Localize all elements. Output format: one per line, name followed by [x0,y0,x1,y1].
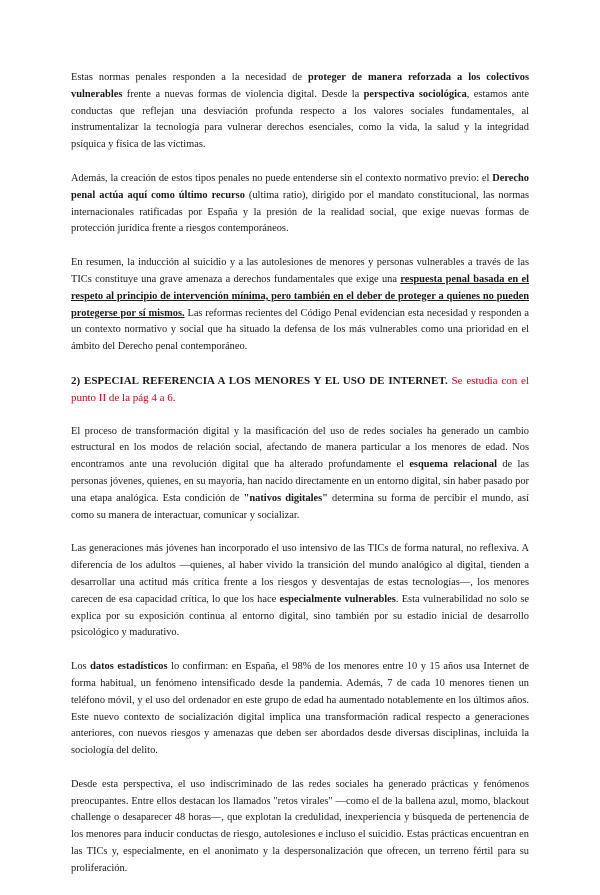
text-run: Las generaciones más jóvenes han incorporado el uso intensivo de las TICs de forma natural, no reflexiva. A diferencia de los adultos —quienes, al haber vivido la transición del mundo analógico al digital, tienden a desarrollar una actitud más crítica frente a los riesgos y desventajas de estas tecnologías—, los menores carecen de esa capacidad crítica, lo que los hace [71,543,529,605]
text-run: frente a nuevas formas de violencia digital. Desde la [122,88,364,100]
text-run: de las personas jóvenes, quienes, en su mayoría, han nacido directamente en un entorno digital, sin haber pasado por una etapa analógica. Esta condición de [71,459,530,504]
bold-phrase: proteger de manera reforzada a los colectivos vulnerables [71,72,529,100]
text-run: Los [71,661,91,673]
section-title: 2) ESPECIAL REFERENCIA A LOS MENORES Y EL USO DE INTERNET. [71,374,448,387]
bold-phrase: especialmente vulnerables [279,593,396,605]
paragraph-transformacion-digital [71,424,529,525]
bold-phrase: datos estadísticos [90,661,168,673]
paragraph-resumen [71,255,529,356]
bold-phrase: Derecho penal actúa aquí como último recurso [71,172,529,201]
bold-phrase: "nativos digitales" [243,492,328,504]
bold-phrase: perspectiva sociológica [363,88,467,100]
text-run: (ultima ratio), dirigido por el mandato constitucional, las normas internacionales ratificadas por España y la presión de la realidad social, que exige nuevas formas de protección jurídica frente a riesgos contemporáneos. [71,189,529,235]
text-run: El proceso de transformación digital y la masificación del uso de redes sociales ha generado un cambio estructural en los modos de relación social, afectando de manera particular a los menores de edad. Nos encontramos ante una revolución digital que ha alterado profundamente el [71,425,529,471]
document-page [71,70,529,895]
text-run: Estas normas penales responden a la necesidad de [71,72,308,83]
paragraph-datos-estadisticos [71,659,529,760]
text-run: . Esta vulnerabilidad no solo se explica por su exposición continua al entorno digital, sino también por su estadio inicial de desarrollo psicológico y madurativo. [71,593,530,639]
text-run: En resumen, la inducción al suicidio y a las autolesiones de menores y personas vulnerables a través de las TICs constituye una grave amenaza a derechos fundamentales que exige una [71,257,529,285]
paragraph-derecho-penal [71,171,529,238]
text-run: lo confirman: en España, el 98% de los menores entre 10 y 15 años usa Internet de forma habitual, un fenómeno intensificado desde la pandemia. Además, 7 de cada 10 menores tienen un teléfono móvil, y el uso del ordenador en este grupo de edad ha aumentado notablemente en los últimos años. Este nuevo contexto de socialización digital implica una transformación radical respecto a generaciones anteriores, con nuevos riesgos y amenazas que deben ser abordados desde diversas disciplinas, incluida la sociología del delito. [71,661,530,757]
text-run: Además, la creación de estos tipos penales no puede entenderse sin el contexto normativo previo: el [71,172,493,184]
bold-underlined-phrase: respuesta penal basada en el respeto al principio de intervención mínima, pero también en el deber de proteger a quienes no pueden protegerse por sí mismos. [71,273,529,319]
text-run: Las reformas recientes del Código Penal evidencian esta necesidad y responden a un contexto normativo y social que ha situado la defensa de los más vulnerables como una prioridad en el ámbito del Derecho penal contemporáneo. [71,307,529,353]
paragraph-generaciones-jovenes [71,541,529,642]
section-note: Se estudia con el punto II de la pág 4 a 6. [71,374,529,404]
paragraph-colectivos-vulnerables [71,70,529,154]
bold-phrase: esquema relacional [409,459,497,471]
text-run: , estamos ante conductas que reflejan una desviación profunda respecto a los valores sociales fundamentales, al instrumentalizar la tecnología para vulnerar derechos esenciales, como la vida, la salud y la integridad psíquica y física de las víctimas. [71,88,530,151]
section-heading [71,373,529,407]
paragraph-retos-virales: Desde esta perspectiva, el uso indiscriminado de las redes sociales ha generado prácticas y fenómenos preocupantes. Entre ellos destacan los llamados "retos virales" —como el de la ballena azul, momo, blackout challenge o desaparecer 48 horas—, que explotan la credulidad, inexperiencia y búsqueda de pertenencia de los menores para inducir conductas de riesgo, autolesiones e incluso el suicidio. Estas prácticas encuentran en las TICs y, especialmente, en el anonimato y la despersonalización que ofrecen, un terreno fértil para su proliferación. [71,778,529,874]
text-run: determina su forma de percibir el mundo, así como su manera de interactuar, comunicar y socializar. [71,492,529,521]
